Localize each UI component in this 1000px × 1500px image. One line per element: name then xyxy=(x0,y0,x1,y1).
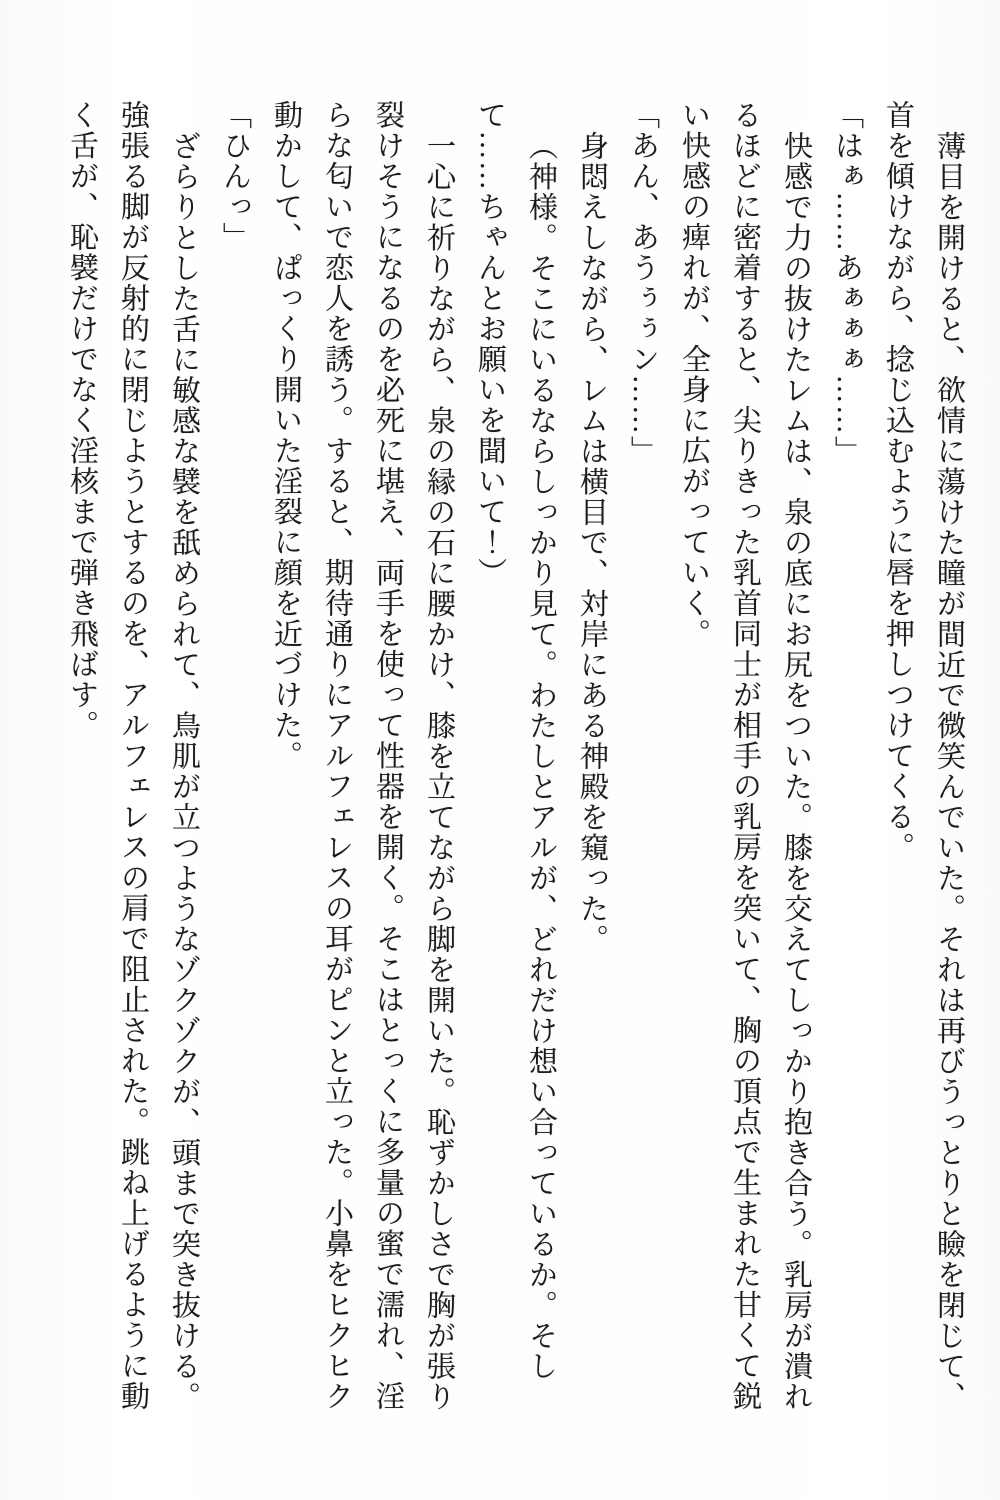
text-column: 身悶えしながら、レムは横目で、対岸にある神殿を窺った。 xyxy=(576,131,608,955)
text-column: 首を傾けながら、捻じ込むように唇を押しつけてくる。 xyxy=(882,100,914,863)
text-column: （神様。そこにいるならしっかり見て。わたしとアルが、どれだけ想い合っているか。そし xyxy=(525,131,557,1382)
vertical-text-block xyxy=(56,100,974,1412)
text-column: るほどに密着すると、尖りきった乳首同士が相手の乳房を突いて、胸の頂点で生まれた甘くて鋭 xyxy=(729,100,761,1412)
text-column: らな匂いで恋人を誘う。すると、期待通りにアルフェレスの耳がピンと立った。小鼻をヒクヒク xyxy=(321,100,353,1412)
text-column: い快感の痺れが、全身に広がっていく。 xyxy=(678,100,710,649)
text-column: 「ひんっ」 xyxy=(219,100,251,253)
text-column: ざらりとした舌に敏感な襞を舐められて、鳥肌が立つようなゾクゾクが、頭まで突き抜ける。 xyxy=(168,131,200,1412)
text-column: 一心に祈りながら、泉の縁の石に腰かけ、膝を立てながら脚を開いた。恥ずかしさで胸が張り xyxy=(423,131,455,1412)
text-column: 「あん、あうぅぅン……」 xyxy=(627,100,659,466)
text-column: 「はぁ……あぁぁぁ……」 xyxy=(831,100,863,466)
text-column: 強張る脚が反射的に閉じようとするのを、アルフェレスの肩で阻止された。跳ね上げるように動 xyxy=(117,100,149,1412)
text-column: く舌が、恥襞だけでなく淫核まで弾き飛ばす。 xyxy=(66,100,98,741)
text-column: 動かして、ぱっくり開いた淫裂に顔を近づけた。 xyxy=(270,100,302,771)
text-column: 裂けそうになるのを必死に堪え、両手を使って性器を開く。そこはとっくに多量の蜜で濡れ、淫 xyxy=(372,100,404,1412)
text-column: 薄目を開けると、欲情に蕩けた瞳が間近で微笑んでいた。それは再びうっとりと瞼を閉じて、 xyxy=(933,131,965,1412)
text-column: て……ちゃんとお願いを聞いて！） xyxy=(474,100,506,588)
text-column: 快感で力の抜けたレムは、泉の底にお尻をついた。膝を交えてしっかり抱き合う。乳房が潰れ xyxy=(780,131,812,1412)
